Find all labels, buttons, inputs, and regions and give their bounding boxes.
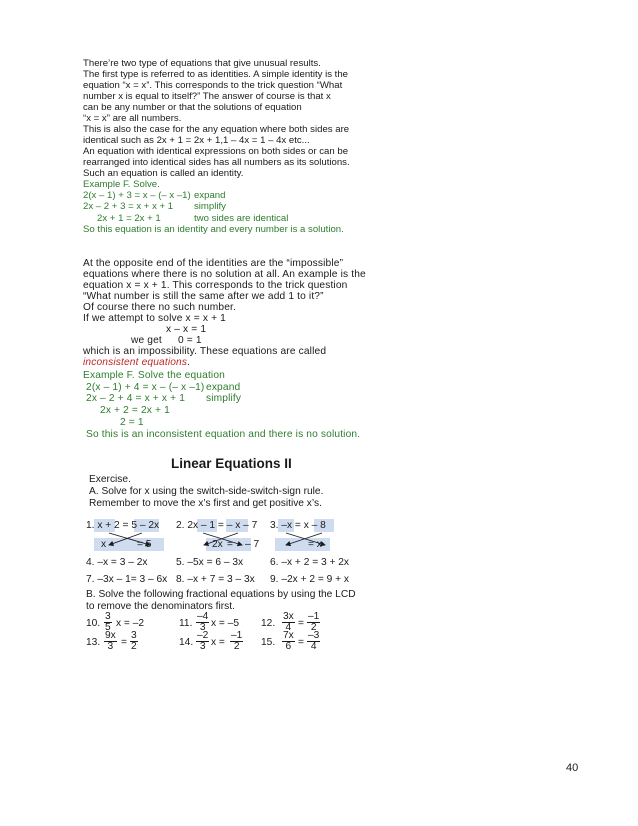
example-1-note-2: simplify: [194, 201, 226, 212]
example-2-heading: Example F. Solve the equation: [83, 370, 225, 381]
part-a-instruction-1: A. Solve for x using the switch-side-switch-sign rule.: [89, 486, 324, 497]
impossible-line-2: equations where there is no solution at all. An example is the: [83, 269, 366, 280]
problem-15-equals: =: [298, 637, 304, 648]
problem-12-equals: =: [298, 618, 304, 629]
problem-4: 4. –x = 3 – 2x: [86, 557, 148, 568]
problem-2-part: 2. 2x: [176, 520, 201, 531]
denominator: 6: [285, 641, 292, 652]
problem-15-label: 15.: [261, 637, 276, 648]
problem-2-term-a: – 1: [200, 520, 216, 531]
denominator: 3: [199, 641, 206, 652]
intro-line-9: An equation with identical expressions on both sides or can be: [83, 146, 349, 157]
problem-12-label: 12.: [261, 618, 276, 629]
intro-line-11: Such an equation is called an identity.: [83, 168, 244, 179]
problem-7: 7. –3x – 1= 3 – 6x: [86, 574, 168, 585]
problem-2-result-right: – 7: [245, 539, 260, 550]
example-1-eq-2: 2x – 2 + 3 = x + x + 1: [83, 201, 174, 212]
problem-6: 6. –x + 2 = 3 + 2x: [270, 557, 350, 568]
intro-line-3: equation “x = x”. This corresponds to the trick question “What: [83, 80, 343, 91]
problem-2-part: =: [215, 520, 227, 531]
intro-line-10: rearranged into identical sides has all numbers as its solutions.: [83, 157, 350, 168]
problem-15-fraction-right: [307, 631, 320, 652]
problem-13-equals: =: [121, 637, 127, 648]
numerator: –2: [197, 630, 209, 641]
example-1-conclusion: So this equation is an identity and every number is a solution.: [83, 224, 344, 235]
problem-3-part: 3.: [270, 520, 282, 531]
example-2-note-2: simplify: [206, 393, 242, 404]
part-a-instruction-2: Remember to move the x’s first and get positive x’s.: [89, 498, 322, 509]
problem-2-result-left: 2x: [212, 539, 223, 550]
problem-1-term-a: + 2: [105, 520, 120, 531]
problem-1-term-b: – 2x: [139, 520, 160, 531]
inconsistent-term-period: .: [187, 357, 191, 368]
problem-9: 9. –2x + 2 = 9 + x: [270, 574, 350, 585]
attempt-we-get: we get: [131, 335, 162, 346]
numerator: –1: [308, 611, 320, 622]
attempt-line-2: x – x = 1: [166, 324, 207, 335]
denominator: 2: [131, 641, 137, 652]
problem-14-label: 14.: [179, 637, 194, 648]
problem-3-term-a: –x: [281, 520, 293, 531]
problem-5: 5. –5x = 6 – 3x: [176, 557, 244, 568]
intro-line-4: number x is equal to itself?” The answer of course is that x: [83, 91, 331, 102]
problem-11-label: 11.: [179, 618, 193, 629]
problem-14-fraction-right: [230, 631, 243, 652]
page-number: 40: [566, 762, 579, 774]
numerator: 7x: [283, 630, 294, 641]
denominator: 2: [233, 641, 240, 652]
problem-2-term-b: – x: [226, 520, 241, 531]
numerator: 3: [105, 611, 111, 622]
problem-3-term-b: – 8: [311, 520, 326, 531]
numerator: –1: [231, 630, 243, 641]
problem-1-result-left: x: [101, 539, 107, 550]
example-2-eq-4: 2 = 1: [120, 417, 144, 428]
example-2-eq-1: 2(x – 1) + 4 = x – (– x –1): [86, 382, 205, 393]
example-2-note-1: expand: [206, 382, 241, 393]
problem-14-mid: x =: [211, 637, 225, 648]
problem-10-rest: x = –2: [116, 618, 145, 629]
denominator: 3: [107, 641, 114, 652]
impossible-line-1: At the opposite end of the identities are the “impossible”: [83, 258, 344, 269]
intro-line-6: “x = x” are all numbers.: [83, 113, 182, 124]
example-1-heading: Example F. Solve.: [83, 179, 160, 190]
intro-line-2: The first type is referred to as identities. A simple identity is the: [83, 69, 349, 80]
example-2-eq-3: 2x + 2 = 2x + 1: [100, 405, 170, 416]
problem-3-result-right: = x: [308, 539, 322, 550]
numerator: 9x: [105, 630, 116, 641]
problem-11-rest: x = –5: [211, 618, 240, 629]
problem-2-part: – 7: [240, 520, 258, 531]
numerator: 3: [131, 630, 137, 641]
section-title: Linear Equations II: [171, 456, 292, 471]
numerator: 3x: [283, 611, 294, 622]
attempt-line-1: If we attempt to solve x = x + 1: [83, 313, 226, 324]
impossible-line-4: “What number is still the same after we add 1 to it?”: [83, 291, 324, 302]
part-b-instruction-2: to remove the denominators first.: [86, 601, 235, 612]
intro-line-1: There’re two type of equations that give unusual results.: [83, 58, 321, 69]
numerator: –4: [197, 611, 209, 622]
example-1-note-3: two sides are identical: [194, 213, 289, 224]
example-2-conclusion: So this is an inconsistent equation and there is no solution.: [86, 429, 361, 440]
numerator: –3: [308, 630, 320, 641]
denominator: 4: [285, 622, 292, 633]
denominator: 3: [199, 622, 206, 633]
inconsistent-term: inconsistent equations: [83, 357, 188, 368]
problem-1-result-right: = 5: [137, 539, 152, 550]
problem-13-fraction-right: [130, 631, 138, 652]
problem-10-label: 10.: [86, 618, 101, 629]
intro-line-7: This is also the case for the any equation where both sides are: [83, 124, 350, 135]
problem-2-result-mid: =: [227, 539, 233, 550]
example-1-note-1: expand: [194, 190, 226, 201]
intro-line-5: can be any number or that the solutions of equation: [83, 102, 302, 113]
denominator: 4: [310, 641, 317, 652]
attempt-result: 0 = 1: [178, 335, 202, 346]
impossible-line-3: equation x = x + 1. This corresponds to the trick question: [83, 280, 348, 291]
intro-line-8: identical such as 2x + 1 = 2x + 1,1 – 4x = 1 – 4x etc...: [83, 135, 310, 146]
example-1-eq-1: 2(x – 1) + 3 = x – (– x –1): [83, 190, 191, 201]
problem-8: 8. –x + 7 = 3 – 3x: [176, 574, 255, 585]
problem-13-label: 13.: [86, 637, 101, 648]
attempt-line-4: which is an impossibility. These equations are called: [83, 346, 327, 357]
problem-15-fraction-left: [282, 631, 295, 652]
problem-3-part: = x: [292, 520, 312, 531]
impossible-line-5: Of course there no such number.: [83, 302, 237, 313]
problem-13-fraction-left: [104, 631, 117, 652]
example-1-eq-3: 2x + 1 = 2x + 1: [97, 213, 161, 224]
denominator: 5: [105, 622, 111, 633]
denominator: 2: [310, 622, 317, 633]
example-2-eq-2: 2x – 2 + 4 = x + x + 1: [86, 393, 186, 404]
problem-14-fraction-left: [196, 631, 209, 652]
problem-1-part: 1. x: [86, 520, 106, 531]
problem-1-part: = 5: [119, 520, 140, 531]
part-b-instruction-1: B. Solve the following fractional equations by using the LCD: [86, 589, 356, 600]
exercise-label: Exercise.: [89, 474, 131, 485]
